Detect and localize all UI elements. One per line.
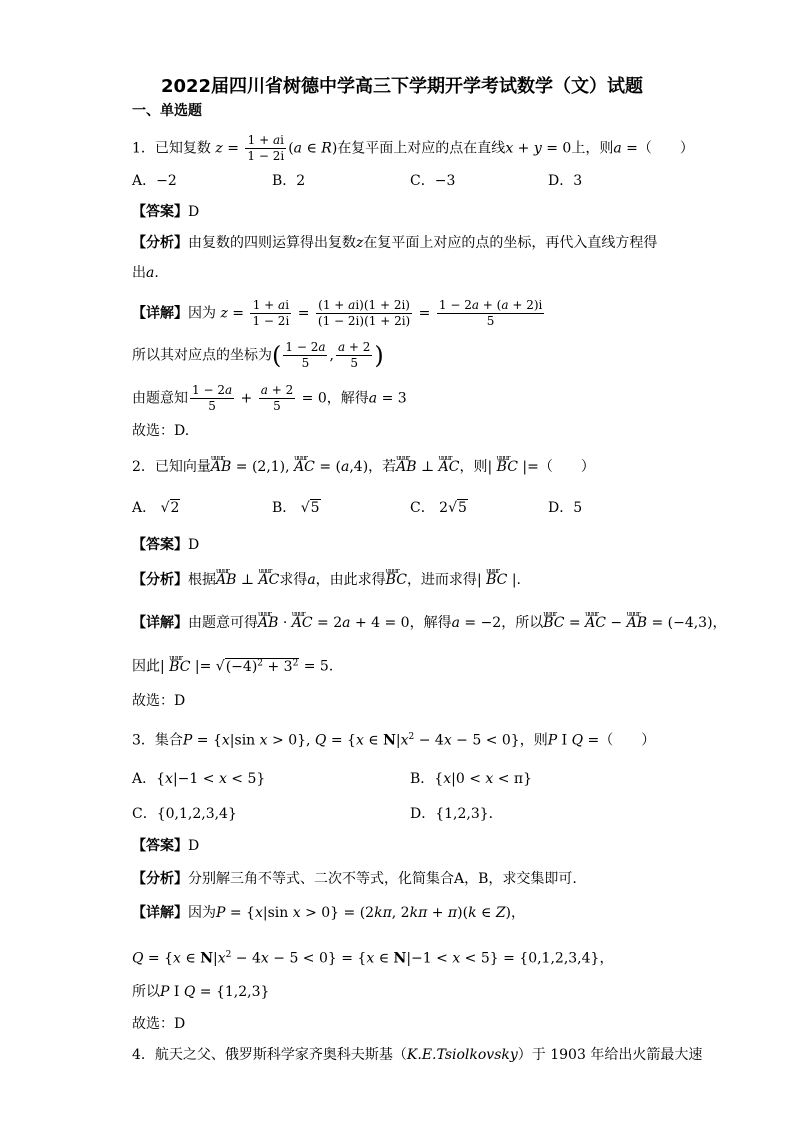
option-label: A． xyxy=(132,771,157,787)
question-number: 4． xyxy=(132,1047,155,1063)
q1-coordinates: 所以其对应点的坐标为( $\frac{1 - 2a}{5}$ , $\frac{a + 2}{5}$ ) xyxy=(132,340,384,370)
option-a[interactable]: A． √2 xyxy=(132,500,180,516)
paren: （ ） xyxy=(538,459,595,475)
answer-label: 【答案】 xyxy=(132,204,188,220)
detail-text: 因为 xyxy=(188,905,216,921)
q3-intersection: 所以P I Q = {1,2,3} xyxy=(132,984,270,1000)
q3-detail: 【详解】因为P = {x|sin x > 0} = (2kπ, 2kπ + π)(k ∈ Z)， xyxy=(132,905,526,921)
detail-text: 因为 xyxy=(188,305,216,322)
detail-label: 【详解】 xyxy=(132,905,188,921)
option-a[interactable]: A．{x|−1 < x < 5} xyxy=(132,771,266,787)
analysis-text: 根据 xyxy=(188,572,216,588)
q3-options-row2 xyxy=(132,805,672,823)
q2-answer xyxy=(132,536,199,554)
q1-answer xyxy=(132,203,199,221)
detail-label: 【详解】 xyxy=(132,305,188,322)
question-4 xyxy=(132,1046,702,1064)
q1-options xyxy=(132,172,672,190)
detail-text: 所以其对应点的坐标为 xyxy=(132,347,272,364)
q2-detail: 【详解】由题意可得uuur AB · uuur AC = 2a + 4 = 0，解得a = −2，所以uuur BC = uuur AC − uuur AB = (−4,3)， xyxy=(132,614,727,632)
question-number: 3． xyxy=(132,732,155,749)
option-b[interactable]: B．{x|0 < x < π} xyxy=(410,771,533,787)
q2-stem-2: ，若 xyxy=(368,459,397,475)
analysis-text-4: ，进而求得 xyxy=(406,572,477,588)
analysis-label: 【分析】 xyxy=(132,871,188,887)
detail-label: 【详解】 xyxy=(132,615,188,631)
q1-stem-3: 上，则 xyxy=(571,140,614,157)
q1-conclusion: 故选：D. xyxy=(132,423,190,439)
answer-label: 【答案】 xyxy=(132,838,188,854)
detail-text: 所以 xyxy=(132,984,160,1000)
detail-text: 由题意可得 xyxy=(188,615,258,631)
option-a[interactable]: A．−2 xyxy=(132,173,177,189)
q3-set-q: Q = {x ∈ $N|x^2 - 4x - 5 < 0\} = \{x$ ∈ N|−1 < x < 5} = {0,1,2,3,4}， xyxy=(132,950,614,967)
detail-text-2: ，解得 xyxy=(409,615,452,631)
q1-detail: 【详解】因为 z = $\frac{1 + ai}{1 - 2i}$ = $\frac{(1 + ai)(1 + 2i)}{(1 - 2i)(1 + 2i)}$ = $\frac{1 - 2a + (a + 2)i}{5}$ xyxy=(132,298,543,328)
q1-analysis-cont: 出a. xyxy=(132,265,159,281)
q1-analysis: 【分析】由复数的四则运算得出复数z在复平面上对应的点的坐标，再代入直线方程得 xyxy=(132,235,658,251)
option-c[interactable]: C．−3 xyxy=(410,173,456,189)
analysis-text-2: 求得 xyxy=(279,572,308,588)
analysis-text: 由复数的四则运算得出复数 xyxy=(188,235,356,251)
option-c[interactable]: C．{0,1,2,3,4} xyxy=(132,806,237,822)
q2-options xyxy=(132,499,672,517)
analysis-text-3: 出 xyxy=(132,265,146,281)
answer-value: D xyxy=(188,204,200,220)
paren: （ ） xyxy=(599,732,656,749)
q1-stem: 已知复数 xyxy=(154,140,211,157)
page-title: 2022届四川省树德中学高三下学期开学考试数学（文）试题 xyxy=(160,76,644,97)
q1-condition: 由题意知 $\frac{1 - 2a}{5}$ + $\frac{a + 2}{5}$ = 0，解得a = 3 xyxy=(132,383,407,413)
paren: （ ） xyxy=(637,140,694,157)
q3-options-row1 xyxy=(132,770,672,788)
question-3: 3．集合P = {x|sin x > 0}, Q = {x ∈ $N|x^2 - 4x - 5 < 0$}，则P I Q =（ ） xyxy=(132,732,656,749)
analysis-label: 【分析】 xyxy=(132,572,188,588)
q3-stem-2: ，则 xyxy=(519,732,548,749)
q4-stem: 航天之父、俄罗斯科学家齐奥科夫斯基（ xyxy=(154,1047,407,1063)
q3-analysis xyxy=(132,870,577,888)
option-label: B． xyxy=(272,500,297,516)
q4-stem-2: ）于 1903 年给出火箭最大速 xyxy=(517,1047,703,1063)
q2-analysis: 【分析】根据uuur AB ⊥ uuur AC求得a，由此求得uuur BC，进而求得| uuur BC |. xyxy=(132,571,521,589)
option-label: B． xyxy=(410,771,435,787)
option-b[interactable]: B． √5 xyxy=(272,500,320,516)
option-d[interactable]: D．{1,2,3}． xyxy=(410,806,503,822)
option-c[interactable]: C． 2√5 xyxy=(410,500,467,516)
answer-value: D xyxy=(188,537,200,553)
question-1: 1．已知复数 z = $\frac{1 + ai}{1 - 2i}$ (a ∈ R)在复平面上对应的点在直线x + y = 0上，则a =（ ） xyxy=(132,133,694,163)
analysis-label: 【分析】 xyxy=(132,235,188,251)
q2-stem: 已知向量 xyxy=(154,459,211,475)
detail-text-2: ，解得 xyxy=(326,390,369,407)
analysis-text: 分别解三角不等式、二次不等式，化简集合A，B，求交集即可. xyxy=(188,871,577,887)
detail-text: 因此 xyxy=(132,658,160,675)
q3-conclusion: 故选：D xyxy=(132,1016,186,1032)
analysis-text-3: ，由此求得 xyxy=(315,572,386,588)
q3-stem: 集合 xyxy=(154,732,183,749)
option-d[interactable]: D．3 xyxy=(548,173,583,189)
q2-stem-3: ，则 xyxy=(459,459,488,475)
option-label: A． xyxy=(132,500,157,516)
question-number: 2． xyxy=(132,459,155,475)
question-2: 2．已知向量uuur AB = (2,1), uuur AC = (a,4)，若uuur AB ⊥ uuur AC，则| uuur BC |=（ ） xyxy=(132,458,595,476)
q2-conclusion: 故选：D xyxy=(132,693,186,709)
section-heading: 一、单选题 xyxy=(132,103,202,119)
answer-value: D xyxy=(188,838,200,854)
scientist-name: K.E.Tsiolkovsky xyxy=(406,1047,518,1063)
option-b[interactable]: B．2 xyxy=(272,173,306,189)
analysis-text-2: 在复平面上对应的点的坐标，再代入直线方程得 xyxy=(363,235,658,251)
q3-answer xyxy=(132,837,199,855)
fraction: $\frac{1 + ai}{1 - 2i}$ xyxy=(247,133,285,163)
option-d[interactable]: D．5 xyxy=(548,500,583,516)
detail-text: 由题意知 xyxy=(132,390,188,407)
answer-label: 【答案】 xyxy=(132,537,188,553)
option-label: C． xyxy=(410,500,435,516)
q2-result: 因此| uuur BC |= $√(-4)^2 + 3^2 = 5$． xyxy=(132,654,343,676)
question-number: 1． xyxy=(132,140,155,157)
detail-text-3: ，所以 xyxy=(501,615,544,631)
q1-stem-2: 在复平面上对应的点在直线 xyxy=(337,140,506,157)
